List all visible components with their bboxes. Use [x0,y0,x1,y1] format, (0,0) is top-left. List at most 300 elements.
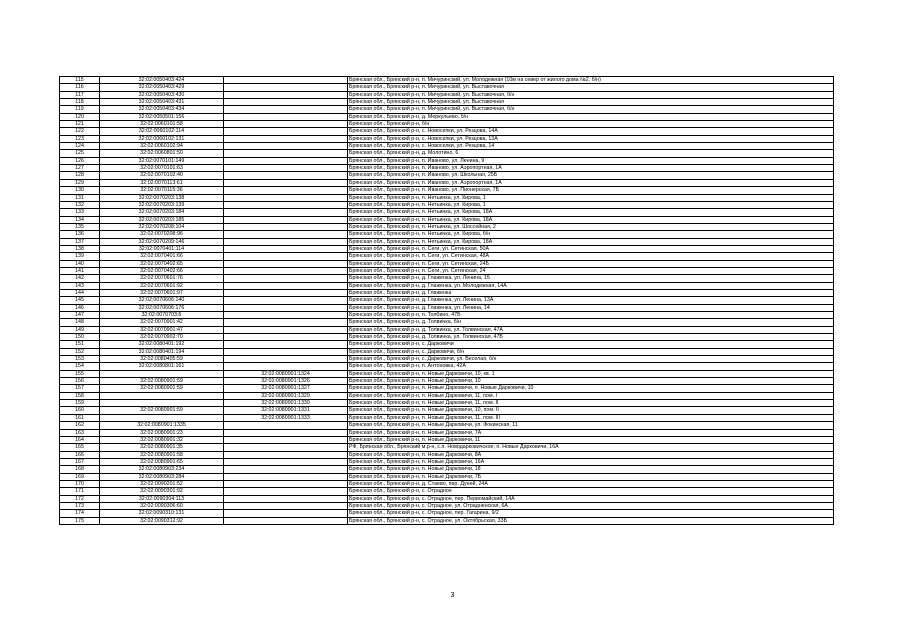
table-row [60,495,834,502]
address-cell: Брянская обл., Брянский р-н, п. Новые Дарковичи, 7А [348,429,834,436]
table-row [60,128,834,135]
related-number-cell [224,289,348,296]
row-number-cell: 145 [60,297,100,304]
related-number-cell [224,209,348,216]
row-number-cell: 119 [60,106,100,113]
table-row [60,106,834,113]
cadastral-number-cell: 32:02:0080405:59 [100,356,224,363]
row-number-cell: 123 [60,135,100,142]
cadastral-number-cell: 32:02:0070203:185 [100,216,224,223]
related-number-cell [224,84,348,91]
related-number-cell [224,165,348,172]
address-cell: Брянская обл., Брянский р-н, б/н [348,121,834,128]
address-cell: Брянская обл., Брянский р-н, п. Сеги, ул. Сетинская, 24 [348,267,834,274]
cadastral-number-cell: 32:02:0070606:176 [100,304,224,311]
table-row [60,179,834,186]
related-number-cell: 32:02:0080901:1333 [224,414,348,421]
table-row [60,84,834,91]
table-row [60,297,834,304]
related-number-cell [224,223,348,230]
address-cell: Брянская обл., Брянский р-н, с. Дарковичи, ул. Веселая, б/н [348,356,834,363]
address-cell: Брянская обл., Брянский р-н, д. Толвинка, ул. Толвинская, 47Б [348,334,834,341]
related-number-cell [224,466,348,473]
table-row [60,334,834,341]
cadastral-number-cell: 32:02:0090201:52 [100,480,224,487]
cadastral-number-cell: 32:02:0060801:50 [100,150,224,157]
row-number-cell: 115 [60,77,100,84]
table-row [60,341,834,348]
cadastral-number-cell: 32:02:0070401:114 [100,245,224,252]
table-row [60,473,834,480]
address-cell: Брянская обл., Брянский р-н, п. Нетьинка, ул. Кирова, 18А [348,216,834,223]
related-number-cell: 32:02:0080901:1331 [224,407,348,414]
row-number-cell: 161 [60,414,100,421]
related-number-cell [224,348,348,355]
row-number-cell: 160 [60,407,100,414]
related-number-cell [224,451,348,458]
cadastral-number-cell: 32:02:0060102:114 [100,128,224,135]
table-row [60,77,834,84]
row-number-cell: 134 [60,216,100,223]
row-number-cell: 117 [60,91,100,98]
row-number-cell: 165 [60,444,100,451]
related-number-cell [224,172,348,179]
table-row [60,113,834,120]
table-row [60,510,834,517]
related-number-cell [224,510,348,517]
address-cell: Брянская обл., Брянский р-н, п. Новые Дарковичи, 8А [348,451,834,458]
related-number-cell [224,231,348,238]
cadastral-number-cell: 32:02:0080901:59 [100,407,224,414]
related-number-cell [224,473,348,480]
table-row [60,385,834,392]
cadastral-number-cell: 32:02:0060101:58 [100,121,224,128]
cadastral-number-cell: 32:02:0070601:97 [100,289,224,296]
address-cell: Брянская обл., Брянский р-н, д. Глаженка, ул. Ленина, 13А [348,297,834,304]
row-number-cell: 125 [60,150,100,157]
table-row [60,451,834,458]
row-number-cell: 170 [60,480,100,487]
table-row [60,209,834,216]
cadastral-number-cell: 32:02:0070101:63 [100,165,224,172]
address-cell: Брянская обл., Брянский р-н, п. Нетьинка, ул. Кирова, 1 [348,194,834,201]
related-number-cell [224,495,348,502]
address-cell: Брянская обл., Брянский р-н, п. Нетьинка, ул. Кирова, б/н [348,231,834,238]
table-row [60,304,834,311]
table-row [60,253,834,260]
related-number-cell [224,194,348,201]
row-number-cell: 147 [60,312,100,319]
related-number-cell: 32:02:0080901:1327 [224,385,348,392]
related-number-cell [224,106,348,113]
cadastral-number-cell: 32:02:0080901:65 [100,458,224,465]
cadastral-number-cell: 32:02:0050501:156 [100,113,224,120]
address-cell: Брянская обл., Брянский р-н, п. Новые Дарковичи, 11 [348,436,834,443]
table-row [60,135,834,142]
address-cell: Брянская обл., Брянский р-н, п. Нетьинка, ул. Кирова, 18А [348,209,834,216]
row-number-cell: 153 [60,356,100,363]
table-row [60,91,834,98]
row-number-cell: 152 [60,348,100,355]
related-number-cell [224,282,348,289]
row-number-cell: 141 [60,267,100,274]
cadastral-number-cell: 32:02:0050403:431 [100,99,224,106]
table-row [60,436,834,443]
related-number-cell [224,319,348,326]
address-cell: Брянская обл., Брянский р-н, п. Новые Дарковичи, 18 [348,466,834,473]
table-row [60,378,834,385]
cadastral-number-cell: 32:02:0050403:429 [100,84,224,91]
related-number-cell [224,128,348,135]
cadastral-number-cell: 32:02:0080901:1335 [100,422,224,429]
cadastral-number-cell: 32:02:0070902:70 [100,334,224,341]
address-cell: Брянская обл., Брянский р-н, п. Иваново, ул. Пионерская, 7Б [348,187,834,194]
row-number-cell: 156 [60,378,100,385]
table-row [60,407,834,414]
cadastral-number-cell: 32:02:0070703:6 [100,312,224,319]
cadastral-number-cell: 32:02:0080901:58 [100,451,224,458]
address-cell: Брянская обл., Брянский р-н, д. Молотино, 6 [348,150,834,157]
row-number-cell: 137 [60,238,100,245]
address-cell: РФ, Брянская обл., Брянский м.р-н, с.п. Новодарковичское, п. Новые Дарковичи, 16А [348,444,834,451]
cadastral-number-cell: 32:02:0090301:92 [100,488,224,495]
cadastral-number-cell: 32:02:0050403:430 [100,91,224,98]
related-number-cell [224,187,348,194]
related-number-cell [224,201,348,208]
row-number-cell: 116 [60,84,100,91]
table-row [60,363,834,370]
address-cell: Брянская обл., Брянский р-н, д. Глаженка, ул. Ленина, 14 [348,304,834,311]
cadastral-number-cell: 32:02:0070601:76 [100,275,224,282]
page-number: 3 [450,592,455,599]
cadastral-number-cell: 32:02:0070402:66 [100,267,224,274]
address-cell: Брянская обл., Брянский р-н, с. Новоселки, ул. Резцова, 14А [348,128,834,135]
address-cell: Брянская обл., Брянский р-н, с. Дарковичи [348,341,834,348]
row-number-cell: 144 [60,289,100,296]
row-number-cell: 159 [60,400,100,407]
cadastral-number-cell: 32:02:0070402:65 [100,260,224,267]
table-row [60,157,834,164]
cadastral-number-cell: 32:02:0070601:92 [100,282,224,289]
row-number-cell: 162 [60,422,100,429]
cadastral-number-cell: 32:02:0070209:146 [100,238,224,245]
row-number-cell: 124 [60,143,100,150]
cadastral-number-cell: 32:02:0080901:23 [100,429,224,436]
cadastral-number-cell: 32:02:0070901:42 [100,319,224,326]
address-cell: Брянская обл., Брянский р-н, п. Мичуринский, ул. Молодежная (10м на север от жилого дома №2, б/н) [348,77,834,84]
table-row [60,466,834,473]
table-row [60,326,834,333]
property-registry-table [59,76,834,525]
table-row [60,194,834,201]
cadastral-number-cell: 32:02:0080901:59 [100,378,224,385]
related-number-cell [224,260,348,267]
address-cell: Брянская обл., Брянский р-н, п. Сеги, ул. Сетинская, 24Б [348,260,834,267]
cadastral-number-cell [100,414,224,421]
row-number-cell: 121 [60,121,100,128]
row-number-cell: 148 [60,319,100,326]
related-number-cell: 32:02:0080901:1326 [224,378,348,385]
row-number-cell: 166 [60,451,100,458]
address-cell: Брянская обл., Брянский р-н, д. Толвинка, б/н [348,319,834,326]
related-number-cell [224,334,348,341]
address-cell: Брянская обл., Брянский р-н, п. Нетьинка, ул. Кирова, 18А [348,238,834,245]
registry-table-body [60,77,834,525]
related-number-cell [224,297,348,304]
related-number-cell [224,488,348,495]
cadastral-number-cell [100,392,224,399]
related-number-cell [224,458,348,465]
table-row [60,312,834,319]
row-number-cell: 127 [60,165,100,172]
cadastral-number-cell: 32:02:0050403:424 [100,77,224,84]
row-number-cell: 149 [60,326,100,333]
address-cell: Брянская обл., Брянский р-н, п. Новые Дарковичи, 7Б [348,473,834,480]
row-number-cell: 163 [60,429,100,436]
table-row [60,400,834,407]
row-number-cell: 146 [60,304,100,311]
cadastral-number-cell: 32:02:0070203:138 [100,194,224,201]
row-number-cell: 140 [60,260,100,267]
table-row [60,216,834,223]
related-number-cell [224,216,348,223]
row-number-cell: 132 [60,201,100,208]
table-row [60,267,834,274]
table-row [60,502,834,509]
cadastral-number-cell: 32:02:0070102:40 [100,172,224,179]
address-cell: Брянская обл., Брянский р-н, п. Сеги, ул. Сетинская, 50А [348,245,834,252]
related-number-cell [224,91,348,98]
table-row [60,392,834,399]
related-number-cell: 32:02:0080901:1330 [224,400,348,407]
cadastral-number-cell: 32:02:0080901:35 [100,444,224,451]
cadastral-number-cell: 32:02:0080801:161 [100,363,224,370]
cadastral-number-cell [100,370,224,377]
related-number-cell [224,150,348,157]
row-number-cell: 169 [60,473,100,480]
table-row [60,121,834,128]
table-row [60,172,834,179]
address-cell: Брянская обл., Брянский р-н, д. Толвинка, ул. Толвинская, 47А [348,326,834,333]
related-number-cell [224,356,348,363]
table-row [60,319,834,326]
related-number-cell [224,422,348,429]
row-number-cell: 128 [60,172,100,179]
table-row [60,231,834,238]
table-row [60,165,834,172]
cadastral-number-cell: 32:02:0060102:94 [100,143,224,150]
row-number-cell: 126 [60,157,100,164]
row-number-cell: 168 [60,466,100,473]
related-number-cell [224,157,348,164]
related-number-cell [224,238,348,245]
address-cell: Брянская обл., Брянский р-н, п. Антоновка, 42А [348,363,834,370]
cadastral-number-cell: 32:02:0090304:113 [100,495,224,502]
address-cell: Брянская обл., Брянский р-н, п. Толбино, 47Б [348,312,834,319]
table-row [60,444,834,451]
table-row [60,238,834,245]
row-number-cell: 122 [60,128,100,135]
table-row [60,143,834,150]
address-cell: Брянская обл., Брянский р-н, д. Глаженка [348,289,834,296]
table-row [60,245,834,252]
address-cell: Брянская обл., Брянский р-н, с. Дарковичи, б/н [348,348,834,355]
cadastral-number-cell: 32:02:0080903:284 [100,473,224,480]
row-number-cell: 118 [60,99,100,106]
row-number-cell: 139 [60,253,100,260]
table-row [60,348,834,355]
related-number-cell [224,363,348,370]
row-number-cell: 142 [60,275,100,282]
related-number-cell [224,304,348,311]
row-number-cell: 130 [60,187,100,194]
cadastral-number-cell: 32:02:0070203:139 [100,201,224,208]
cadastral-number-cell: 32:02:0050403:434 [100,106,224,113]
address-cell: Брянская обл., Брянский р-н, п. Новые Дарковичи, ул. Фокинская, 11 [348,422,834,429]
address-cell: Брянская обл., Брянский р-н, п. Иваново, ул. Аэропортная, 1А [348,165,834,172]
address-cell: Брянская обл., Брянский р-н, с. Отрадное, ул. Октябрьская, 33Б [348,517,834,524]
row-number-cell: 151 [60,341,100,348]
cadastral-number-cell: 32:02:0090310:131 [100,510,224,517]
related-number-cell [224,502,348,509]
address-cell: Брянская обл., Брянский р-н, п. Иваново, ул. Ленина, 9 [348,157,834,164]
address-cell: Брянская обл., Брянский р-н, п. Мичуринский, ул. Выставочная, б/н [348,106,834,113]
related-number-cell [224,179,348,186]
table-row [60,201,834,208]
table-row [60,289,834,296]
row-number-cell: 157 [60,385,100,392]
cadastral-number-cell: 32:02:0080401:194 [100,348,224,355]
address-cell: Брянская обл., Брянский р-н, п. Сеги, ул. Сетинская, 48А [348,253,834,260]
cadastral-number-cell: 32:02:0090312:92 [100,517,224,524]
address-cell: Брянская обл., Брянский р-н, п. Новые Дарковичи, п. Новые Дарковичи, 10 [348,385,834,392]
related-number-cell: 32:02:0080901:1324 [224,370,348,377]
address-cell: Брянская обл., Брянский р-н, п. Нетьинка, ул. Шоссейная, 2 [348,223,834,230]
row-number-cell: 167 [60,458,100,465]
row-number-cell: 174 [60,510,100,517]
address-cell: Брянская обл., Брянский р-н, п. Новые Дарковичи, 16А [348,458,834,465]
table-row [60,282,834,289]
related-number-cell: 32:02:0080901:1329 [224,392,348,399]
row-number-cell: 138 [60,245,100,252]
row-number-cell: 158 [60,392,100,399]
related-number-cell [224,480,348,487]
table-row [60,488,834,495]
address-cell: Брянская обл., Брянский р-н, п. Мичуринский, ул. Выставочная, б/н [348,91,834,98]
address-cell: Брянская обл., Брянский р-н, п. Новые Дарковичи, 11, пом. III [348,414,834,421]
table-row [60,429,834,436]
cadastral-number-cell: 32:02:0070115:36 [100,187,224,194]
cadastral-number-cell [100,400,224,407]
row-number-cell: 164 [60,436,100,443]
row-number-cell: 120 [60,113,100,120]
row-number-cell: 155 [60,370,100,377]
related-number-cell [224,143,348,150]
address-cell: Брянская обл., Брянский р-н, с. Отрадное, ул. Отрадненская, 6А [348,502,834,509]
address-cell: Брянская обл., Брянский р-н, с. Отрадное, пер. Первомайский, 14А [348,495,834,502]
cadastral-number-cell: 32:02:0080901:59 [100,385,224,392]
address-cell: Брянская обл., Брянский р-н, п. Иваново, ул. Аэропортная, 1А [348,179,834,186]
table-row [60,517,834,524]
row-number-cell: 136 [60,231,100,238]
related-number-cell [224,121,348,128]
related-number-cell [224,326,348,333]
cadastral-number-cell: 32:02:0060102:131 [100,135,224,142]
cadastral-number-cell: 32:02:0070401:66 [100,253,224,260]
related-number-cell [224,429,348,436]
related-number-cell [224,275,348,282]
cadastral-number-cell: 32:02:0070203:184 [100,209,224,216]
row-number-cell: 131 [60,194,100,201]
row-number-cell: 173 [60,502,100,509]
address-cell: Брянская обл., Брянский р-н, п. Новые Дарковичи, 10 [348,378,834,385]
related-number-cell [224,312,348,319]
address-cell: Брянская обл., Брянский р-н, д. Меркульево, б/н [348,113,834,120]
table-row [60,414,834,421]
related-number-cell [224,99,348,106]
related-number-cell [224,436,348,443]
cadastral-number-cell: 32:02:0070606:140 [100,297,224,304]
related-number-cell [224,113,348,120]
cadastral-number-cell: 32:02:0090306:60 [100,502,224,509]
related-number-cell [224,135,348,142]
address-cell: Брянская обл., Брянский р-н, с. Новоселки, ул. Резцова, 13А [348,135,834,142]
cadastral-number-cell: 32:02:0080401:192 [100,341,224,348]
row-number-cell: 175 [60,517,100,524]
address-cell: Брянская обл., Брянский р-н, п. Иваново, ул. Школьная, 25Б [348,172,834,179]
cadastral-number-cell: 32:02:0080901:32 [100,436,224,443]
address-cell: Брянская обл., Брянский р-н, п. Мичуринский, ул. Выставочная [348,99,834,106]
table-row [60,356,834,363]
address-cell: Брянская обл., Брянский р-н, п. Новые Дарковичи, 11, пом. II [348,400,834,407]
cadastral-number-cell: 32:02:0070901:47 [100,326,224,333]
related-number-cell [224,253,348,260]
table-row [60,370,834,377]
row-number-cell: 133 [60,209,100,216]
address-cell: Брянская обл., Брянский р-н, д. Глаженка, ул. Молодежная, 14А [348,282,834,289]
table-row [60,480,834,487]
related-number-cell [224,77,348,84]
address-cell: Брянская обл., Брянский р-н, с. Новоселки, ул. Резцова, 14 [348,143,834,150]
address-cell: Брянская обл., Брянский р-н, п. Мичуринский, ул. Выставочная [348,84,834,91]
row-number-cell: 154 [60,363,100,370]
related-number-cell [224,341,348,348]
related-number-cell [224,267,348,274]
row-number-cell: 129 [60,179,100,186]
table-row [60,275,834,282]
related-number-cell [224,444,348,451]
row-number-cell: 172 [60,495,100,502]
table-row [60,150,834,157]
table-row [60,458,834,465]
address-cell: Брянская обл., Брянский р-н, п. Новые Дарковичи, 10, кв. 1 [348,370,834,377]
cadastral-number-cell: 32:02:0070208:96 [100,231,224,238]
cadastral-number-cell: 32:02:0070113:61 [100,179,224,186]
address-cell: Брянская обл., Брянский р-н, с. Отрадное, пер. Гагарина, 9/2 [348,510,834,517]
address-cell: Брянская обл., Брянский р-н, п. Нетьинка, ул. Кирова, 1 [348,201,834,208]
address-cell: Брянская обл., Брянский р-н, д. Стаево, пер. Дуней, 24А [348,480,834,487]
address-cell: Брянская обл., Брянский р-н, п. Новые Дарковичи, 10, пом. II [348,407,834,414]
address-cell: Брянская обл., Брянский р-н, п. Новые Дарковичи, 11, пом. I [348,392,834,399]
table-row [60,422,834,429]
row-number-cell: 171 [60,488,100,495]
row-number-cell: 143 [60,282,100,289]
cadastral-number-cell: 32:02:0080903:234 [100,466,224,473]
table-row [60,99,834,106]
table-row [60,187,834,194]
related-number-cell [224,517,348,524]
table-row [60,260,834,267]
